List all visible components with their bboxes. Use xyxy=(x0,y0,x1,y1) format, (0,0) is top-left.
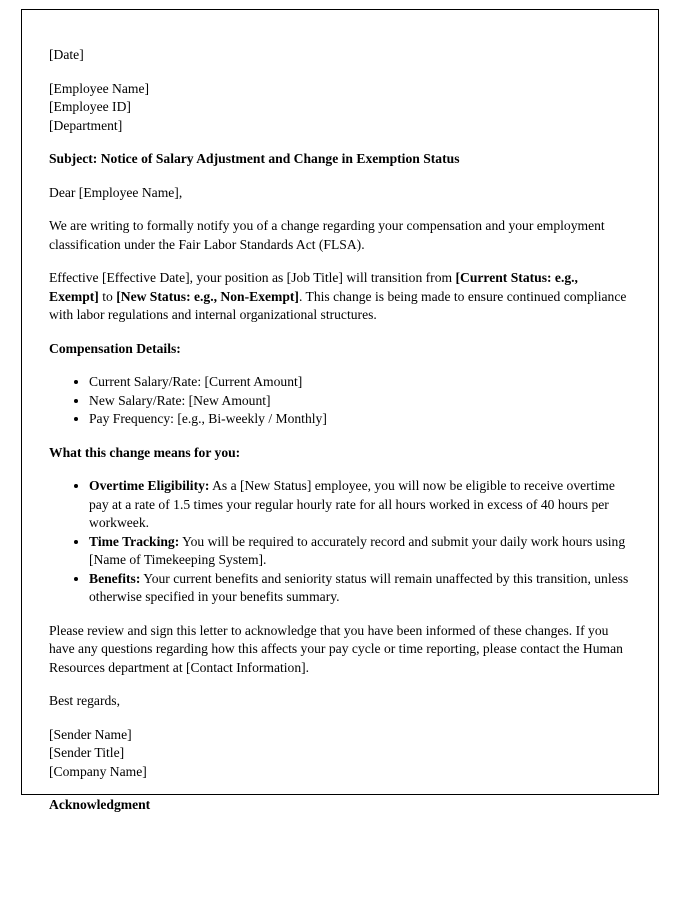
date-placeholder: [Date] xyxy=(49,47,84,62)
effective-run-4: . This change is being made to ensure continued compliance with labor regulations and internal organizational structures. xyxy=(49,288,627,322)
signature-block xyxy=(49,726,631,782)
recipient-id: [Employee ID] xyxy=(49,99,131,114)
company-name: [Company Name] xyxy=(49,763,147,779)
compensation-list xyxy=(49,373,631,429)
compensation-item: • New Salary/Rate: [New Amount] xyxy=(89,392,631,411)
compensation-item: • Current Salary/Rate: [Current Amount] xyxy=(89,373,631,392)
letter-document xyxy=(21,9,659,812)
recipient-department: [Department] xyxy=(49,117,123,133)
sender-name: [Sender Name] xyxy=(49,726,132,742)
sender-title: [Sender Title] xyxy=(49,745,125,760)
means-item-benefits xyxy=(89,570,631,607)
compensation-heading: Compensation Details: xyxy=(49,340,181,356)
compensation-item: • Pay Frequency: [e.g., Bi-weekly / Monthly] xyxy=(89,410,631,429)
means-item-lead: Overtime Eligibility: xyxy=(89,478,210,493)
effective-run-0: Effective [Effective Date], your position as [Job Title] will transition from xyxy=(49,270,456,285)
salutation: Dear [Employee Name], xyxy=(49,184,183,200)
means-item-overtime xyxy=(89,477,631,533)
current-status-placeholder: [Current Status: e.g., Exempt] xyxy=(49,270,578,304)
paragraph-review: Please review and sign this letter to acknowledge that you have been informed of these changes. If you have any questions regarding how this affects your pay cycle or time reporting, please contact the Human Resources department at [Contact Information]. xyxy=(49,622,623,675)
means-list xyxy=(49,477,631,607)
recipient-name: [Employee Name] xyxy=(49,80,150,96)
new-status-placeholder: [New Status: e.g., Non-Exempt] xyxy=(116,288,299,304)
recipient-block xyxy=(49,80,631,136)
paragraph-effective xyxy=(49,269,631,325)
effective-run-2: to xyxy=(98,288,117,304)
closing: Best regards, xyxy=(49,693,120,708)
means-item-text: As a [New Status] employee, you will now be eligible to receive overtime pay at a rate of 1.5 times your regular hourly rate for all hours worked in excess of 40 hours per workweek. xyxy=(89,478,615,530)
subject-line: Subject: Notice of Salary Adjustment and Change in Exemption Status xyxy=(49,151,460,166)
means-item-text: You will be required to accurately record and submit your daily work hours using [Name of Timekeeping System]. xyxy=(89,533,626,567)
means-item-lead: Benefits: xyxy=(89,570,141,586)
means-item-timetracking xyxy=(89,533,631,570)
acknowledgment-heading: Acknowledgment xyxy=(49,797,151,812)
means-item-text: Your current benefits and seniority status will remain unaffected by this transition, unless otherwise specified in your benefits summary. xyxy=(89,570,629,604)
means-item-lead: Time Tracking: xyxy=(89,533,180,549)
paragraph-intro: We are writing to formally notify you of a change regarding your compensation and your employment classification under the Fair Labor Standards Act (FLSA). xyxy=(49,218,605,252)
means-heading: What this change means for you: xyxy=(49,444,241,460)
